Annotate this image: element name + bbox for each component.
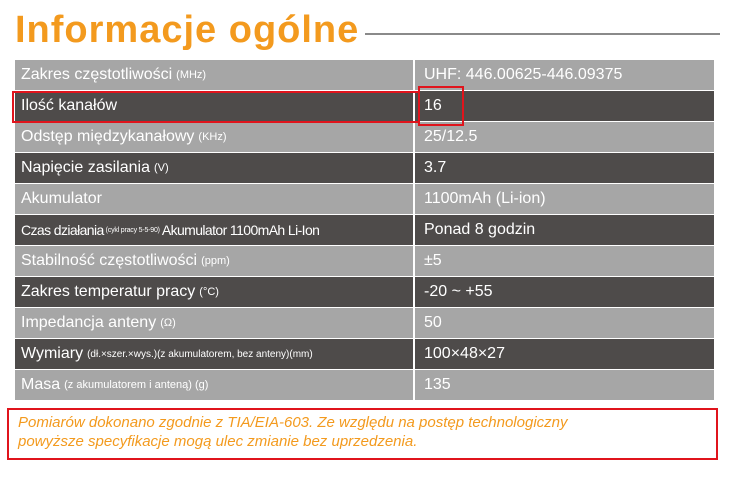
row-label: Masa (z akumulatorem i anteną) (g) bbox=[21, 376, 209, 393]
row-value: Ponad 8 godzin bbox=[413, 215, 714, 245]
row-label: Impedancja anteny (Ω) bbox=[21, 314, 176, 331]
row-value: 50 bbox=[413, 308, 714, 338]
row-value: 25/12.5 bbox=[413, 122, 714, 152]
table-row bbox=[15, 215, 714, 245]
highlight-value-box bbox=[418, 86, 464, 126]
row-value: 16 bbox=[413, 91, 714, 121]
row-label: Zakres częstotliwości (MHz) bbox=[21, 66, 207, 83]
row-label: Odstęp międzykanałowy (KHz) bbox=[21, 128, 227, 145]
table-row bbox=[15, 277, 714, 307]
disclaimer-line-1: Pomiarów dokonano zgodnie z TIA/EIA-603. Ze względu na postęp technologiczny bbox=[18, 414, 568, 431]
row-label: Czas działania (cykl pracy 5-5-90) Akumulator 1100mAh Li-Ion bbox=[21, 222, 320, 238]
title-divider bbox=[365, 33, 720, 35]
row-label: Ilość kanałów bbox=[21, 97, 118, 114]
table-row bbox=[15, 370, 714, 400]
table-row bbox=[15, 153, 714, 183]
row-value: 100×48×27 bbox=[413, 339, 714, 369]
table-row bbox=[15, 246, 714, 276]
row-value: 3.7 bbox=[413, 153, 714, 183]
row-value: 1100mAh (Li-ion) bbox=[413, 184, 714, 214]
row-value: -20 ~ +55 bbox=[413, 277, 714, 307]
table-row bbox=[15, 122, 714, 152]
row-label: Akumulator bbox=[21, 190, 102, 207]
row-value: UHF: 446.00625-446.09375 bbox=[413, 60, 714, 90]
table-row bbox=[15, 339, 714, 369]
disclaimer-line-2: powyższe specyfikacje mogą ulec zmianie bez uprzedzenia. bbox=[18, 433, 418, 450]
table-row bbox=[15, 308, 714, 338]
section-header bbox=[15, 4, 720, 56]
table-row bbox=[15, 60, 714, 90]
row-value: ±5 bbox=[413, 246, 714, 276]
row-label: Wymiary (dł.×szer.×wys.)(z akumulatorem, bez anteny)(mm) bbox=[21, 345, 313, 362]
section-title: Informacje ogólne bbox=[15, 9, 360, 51]
row-label: Stabilność częstotliwości (ppm) bbox=[21, 252, 230, 269]
row-label: Napięcie zasilania (V) bbox=[21, 159, 169, 176]
row-value: 135 bbox=[413, 370, 714, 400]
disclaimer-box bbox=[7, 408, 718, 460]
highlight-row-box bbox=[12, 91, 420, 123]
table-row bbox=[15, 184, 714, 214]
row-label: Zakres temperatur pracy (°C) bbox=[21, 283, 219, 300]
